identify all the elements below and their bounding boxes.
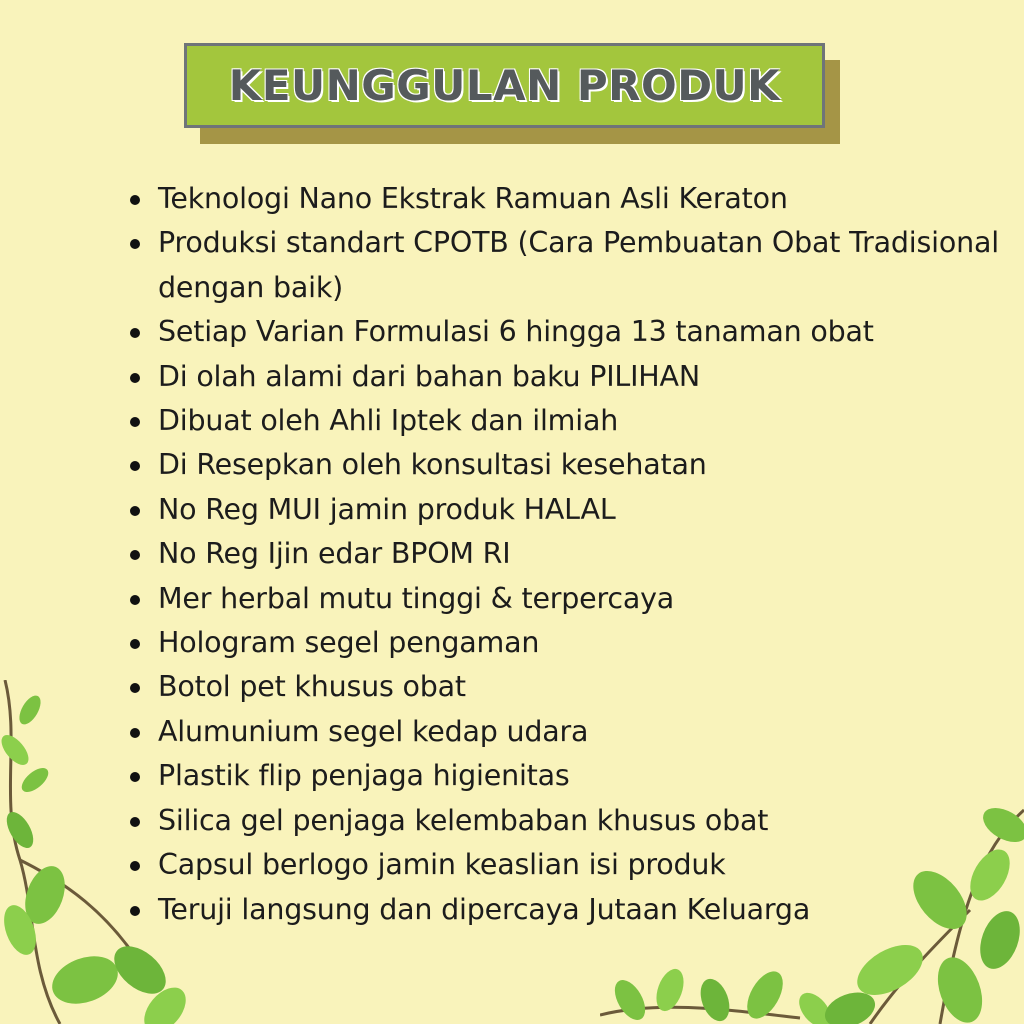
feature-text: Hologram segel pengaman — [158, 626, 540, 660]
bullet-icon — [130, 417, 140, 427]
bullet-icon — [130, 239, 140, 249]
bullet-icon — [130, 461, 140, 471]
feature-item — [128, 710, 1008, 754]
bullet-icon — [130, 683, 140, 693]
feature-text: Botol pet khusus obat — [158, 670, 466, 704]
title-banner — [184, 43, 825, 128]
feature-text: Di Resepkan oleh konsultasi kesehatan — [158, 448, 707, 482]
feature-text: Silica gel penjaga kelembaban khusus obat — [158, 803, 769, 837]
bullet-icon — [130, 550, 140, 560]
feature-item — [128, 621, 1008, 665]
feature-text: Dibuat oleh Ahli Iptek dan ilmiah — [158, 404, 619, 438]
feature-text: No Reg Ijin edar BPOM RI — [158, 537, 511, 571]
feature-text: Teknologi Nano Ekstrak Ramuan Asli Keraton — [158, 182, 788, 215]
bullet-icon — [130, 195, 140, 205]
feature-item — [128, 888, 1008, 932]
feature-text: Mer herbal mutu tinggi & terpercaya — [158, 581, 675, 615]
feature-item — [128, 532, 1008, 576]
feature-text: Plastik flip penjaga higienitas — [158, 759, 570, 793]
bullet-icon — [130, 328, 140, 338]
feature-item — [128, 177, 1008, 221]
bullet-icon — [130, 906, 140, 916]
bullet-icon — [130, 639, 140, 649]
feature-text: Setiap Varian Formulasi 6 hingga 13 tanaman obat — [158, 315, 874, 349]
feature-text: Produksi standart CPOTB (Cara Pembuatan Obat Tradisional dengan baik) — [158, 226, 999, 304]
feature-item — [128, 665, 1008, 709]
feature-item — [128, 577, 1008, 621]
feature-item — [128, 843, 1008, 887]
feature-list — [128, 177, 1008, 932]
feature-text: No Reg MUI jamin produk HALAL — [158, 492, 616, 526]
feature-item — [128, 399, 1008, 443]
feature-text: Teruji langsung dan dipercaya Jutaan Keluarga — [158, 892, 811, 926]
bullet-icon — [130, 595, 140, 605]
feature-item — [128, 488, 1008, 532]
feature-text: Capsul berlogo jamin keaslian isi produk — [158, 848, 726, 882]
bullet-icon — [130, 817, 140, 827]
feature-item — [128, 799, 1008, 843]
feature-item — [128, 355, 1008, 399]
feature-text: Di olah alami dari bahan baku PILIHAN — [158, 359, 700, 393]
feature-item — [128, 443, 1008, 487]
feature-item — [128, 221, 1008, 310]
feature-text: Alumunium segel kedap udara — [158, 714, 589, 748]
bullet-icon — [130, 506, 140, 516]
leaf-sprig-bottom-center-icon — [600, 960, 860, 1024]
bullet-icon — [130, 728, 140, 738]
bullet-icon — [130, 861, 140, 871]
bullet-icon — [130, 373, 140, 383]
feature-item — [128, 754, 1008, 798]
bullet-icon — [130, 772, 140, 782]
page-title: KEUNGGULAN PRODUK — [228, 61, 781, 110]
feature-item — [128, 310, 1008, 354]
